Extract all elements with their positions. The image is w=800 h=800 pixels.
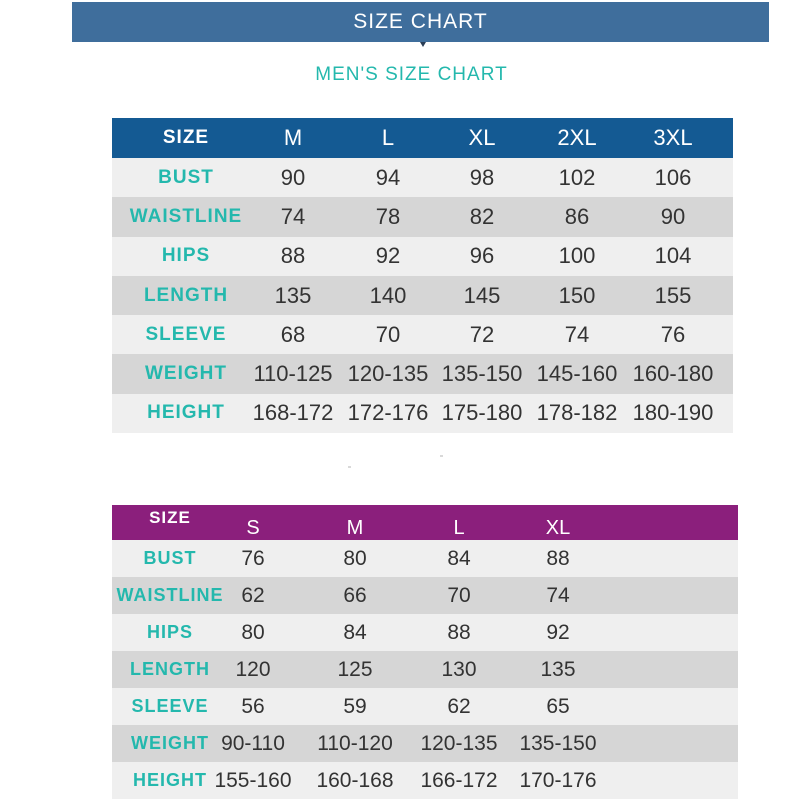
table-cell: 155: [654, 282, 692, 308]
table-cell: 98: [469, 164, 495, 190]
table-cell: 78: [375, 203, 401, 229]
table-cell: 125: [337, 657, 373, 681]
table-cell: 88: [280, 243, 306, 269]
table-header-row: [112, 505, 738, 540]
table-cell: 180-190: [632, 400, 714, 426]
table-row-hips: [112, 237, 733, 276]
table-row-height: [112, 762, 738, 799]
table-cell: 102: [558, 164, 596, 190]
table-cell: 82: [469, 203, 495, 229]
table-cell: 68: [280, 321, 306, 347]
table-row-sleeve: [112, 315, 733, 354]
table-cell: 178-182: [536, 400, 618, 426]
table-cell: 59: [343, 694, 367, 718]
table-cell: 155-160: [214, 768, 292, 792]
table-cell: 86: [564, 203, 590, 229]
table-row-waistline: [112, 197, 733, 236]
table-header-row: [112, 118, 733, 158]
table-cell: 70: [447, 583, 471, 607]
banner-pointer-icon: [420, 42, 426, 47]
table-cell: 76: [241, 546, 265, 570]
table-cell: 120-135: [420, 731, 498, 755]
table-cell: 92: [546, 620, 570, 644]
size-header-l: L: [381, 125, 395, 150]
table-cell: 145: [463, 282, 501, 308]
table-row-length: [112, 651, 738, 688]
size-header-xl: XL: [468, 125, 496, 150]
size-chart-banner: [72, 2, 769, 42]
size-header-3xl: 3XL: [653, 125, 693, 150]
table-cell: 76: [660, 321, 686, 347]
size-header-m: M: [346, 517, 364, 539]
decorative-dot: [348, 466, 351, 468]
table-row-sleeve: [112, 688, 738, 725]
table-cell: 160-168: [316, 768, 394, 792]
table-cell: 84: [343, 620, 367, 644]
row-label: SLEEVE: [131, 696, 209, 716]
banner-title: SIZE CHART: [353, 10, 488, 33]
table-cell: 80: [343, 546, 367, 570]
table-cell: 56: [241, 694, 265, 718]
row-label: WEIGHT: [145, 363, 227, 385]
table-row-hips: [112, 614, 738, 651]
table-cell: 170-176: [519, 768, 597, 792]
table-cell: 66: [343, 583, 367, 607]
table-cell: 135-150: [441, 361, 523, 387]
size-header-2xl: 2XL: [557, 125, 597, 150]
table-cell: 96: [469, 243, 495, 269]
table-cell: 135: [540, 657, 576, 681]
table-row-bust: [112, 158, 733, 197]
table-cell: 90: [660, 203, 686, 229]
size-header-l: L: [453, 517, 465, 539]
table-cell: 135-150: [519, 731, 597, 755]
table-cell: 90-110: [221, 731, 285, 755]
men-size-chart-title: MEN'S SIZE CHART: [315, 64, 508, 85]
table-cell: 94: [375, 164, 401, 190]
table-cell: 65: [546, 694, 570, 718]
table-cell: 88: [546, 546, 570, 570]
table-cell: 145-160: [536, 361, 618, 387]
table-cell: 100: [558, 243, 596, 269]
row-label: HIPS: [146, 622, 193, 642]
table-cell: 150: [558, 282, 596, 308]
table-cell: 72: [469, 321, 495, 347]
size-header-xl: XL: [545, 517, 571, 539]
table-cell: 168-172: [252, 400, 334, 426]
men-size-table: [112, 118, 733, 433]
row-label: WAISTLINE: [116, 585, 224, 605]
size-header-label: SIZE: [149, 508, 191, 527]
row-label: HEIGHT: [147, 402, 225, 424]
table-cell: 106: [654, 164, 692, 190]
table-cell: 120: [235, 657, 271, 681]
table-cell: 160-180: [632, 361, 714, 387]
table-cell: 74: [546, 583, 570, 607]
table-cell: 80: [241, 620, 265, 644]
row-label: WAISTLINE: [129, 205, 243, 227]
table-cell: 120-135: [347, 361, 429, 387]
row-label: BUST: [158, 166, 214, 188]
table-cell: 62: [241, 583, 265, 607]
table-cell: 90: [280, 164, 306, 190]
table-cell: 62: [447, 694, 471, 718]
table-cell: 175-180: [441, 400, 523, 426]
table-cell: 104: [654, 243, 692, 269]
size-header-label: SIZE: [162, 127, 210, 148]
table-row-height: [112, 394, 733, 433]
row-label: BUST: [143, 548, 197, 568]
row-label: HEIGHT: [132, 770, 207, 790]
decorative-dot: [440, 455, 443, 457]
row-label: HIPS: [161, 245, 211, 267]
table-row-bust: [112, 540, 738, 577]
table-cell: 110-120: [317, 731, 393, 755]
women-size-table: [112, 505, 738, 799]
table-cell: 135: [274, 282, 312, 308]
size-header-s: S: [246, 517, 260, 539]
row-label: SLEEVE: [145, 323, 227, 345]
size-header-m: M: [283, 125, 303, 150]
row-label: LENGTH: [143, 284, 229, 306]
table-cell: 70: [375, 321, 401, 347]
table-cell: 74: [564, 321, 590, 347]
table-row-length: [112, 276, 733, 315]
table-cell: 74: [280, 203, 306, 229]
table-cell: 110-125: [253, 361, 333, 387]
table-cell: 166-172: [420, 768, 498, 792]
table-cell: 88: [447, 620, 471, 644]
row-label: WEIGHT: [131, 733, 209, 753]
row-label: LENGTH: [130, 659, 210, 679]
table-cell: 92: [375, 243, 401, 269]
table-cell: 84: [447, 546, 471, 570]
table-row-waistline: [112, 577, 738, 614]
table-row-weight: [112, 354, 733, 393]
table-cell: 172-176: [347, 400, 429, 426]
table-cell: 130: [441, 657, 477, 681]
table-cell: 140: [369, 282, 407, 308]
table-row-weight: [112, 725, 738, 762]
